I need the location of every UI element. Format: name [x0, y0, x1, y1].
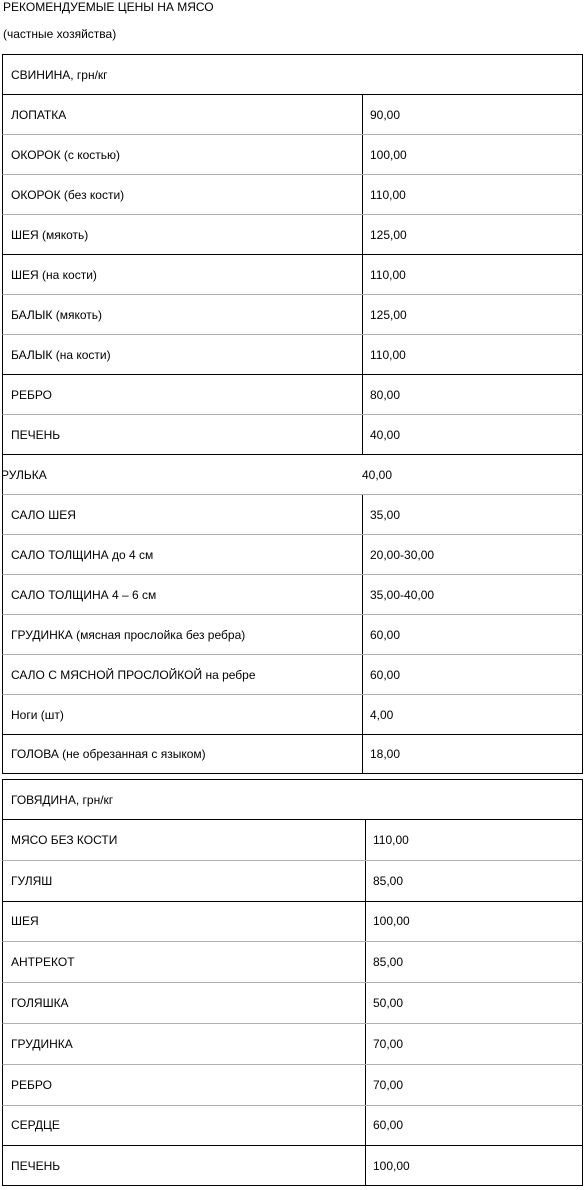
table-row: [2, 454, 583, 494]
table-row: [2, 982, 583, 1023]
item-price: 100,00: [365, 1146, 582, 1185]
item-name: РЕБРО: [11, 387, 52, 402]
item-price: 70,00: [365, 1024, 582, 1064]
item-name: БАЛЫК (на кости): [11, 347, 111, 362]
item-name: САЛО ТОЛЩИНА 4 – 6 см: [11, 587, 157, 602]
item-name: ГРУДИНКА: [11, 1036, 73, 1051]
item-price: 125,00: [362, 215, 582, 254]
item-price: 60,00: [362, 615, 582, 654]
item-price: 60,00: [365, 1106, 582, 1146]
item-price: 4,00: [362, 695, 582, 734]
table-row: [2, 534, 583, 574]
item-name: СЕРДЦЕ: [11, 1118, 60, 1133]
item-price: 110,00: [362, 175, 582, 214]
item-name: ГУЛЯШ: [11, 873, 53, 888]
item-name: ШЕЯ: [11, 914, 39, 929]
item-price: 100,00: [362, 135, 582, 174]
item-name: САЛО ТОЛЩИНА до 4 см: [11, 547, 154, 562]
table-row: [2, 614, 583, 654]
table-row: [2, 214, 583, 254]
item-name: ПЕЧЕНЬ: [11, 427, 61, 442]
pork-price-table: [2, 54, 583, 774]
table-row: [2, 941, 583, 982]
table-row: [2, 494, 583, 534]
table-row: [2, 294, 583, 334]
item-price: 125,00: [362, 295, 582, 334]
table-row: [2, 1023, 583, 1064]
table-row: [2, 254, 583, 294]
item-price: 110,00: [362, 335, 582, 374]
table-row: [2, 901, 583, 942]
item-price: 60,00: [362, 655, 582, 694]
page-subtitle: (частные хозяйства): [3, 27, 117, 41]
table-row: [2, 374, 583, 414]
item-name: ШЕЯ (на кости): [11, 267, 97, 282]
item-price: 80,00: [362, 375, 582, 414]
table-row: [2, 94, 583, 134]
item-name: ГОЛОВА (не обрезанная с языком): [11, 747, 206, 761]
item-name: Ноги (шт): [11, 707, 64, 722]
table-row: [2, 734, 583, 774]
table-row: [2, 334, 583, 374]
item-name: ОКОРОК (без кости): [11, 187, 125, 202]
item-price: 70,00: [365, 1065, 582, 1105]
pork-header-row: [2, 54, 583, 94]
item-price: 35,00: [362, 495, 582, 534]
item-price: 40,00: [362, 467, 393, 482]
table-row: [2, 1105, 583, 1146]
pork-header-label: СВИНИНА, грн/кг: [11, 67, 108, 82]
beef-header-row: [2, 779, 583, 819]
table-row: [2, 414, 583, 454]
table-row: [2, 694, 583, 734]
item-name: ГОЛЯШКА: [11, 996, 69, 1011]
item-name: РУЛЬКА: [1, 467, 47, 482]
item-name: ЛОПАТКА: [11, 107, 67, 122]
table-row: [2, 174, 583, 214]
item-name: ОКОРОК (с костью): [11, 147, 121, 162]
item-name: ПЕЧЕНЬ: [11, 1158, 61, 1173]
beef-header-label: ГОВЯДИНА, грн/кг: [11, 792, 114, 807]
item-name: АНТРЕКОТ: [11, 955, 75, 970]
item-price: 18,00: [362, 735, 582, 773]
item-price: 110,00: [365, 820, 582, 860]
item-name: БАЛЫК (мякоть): [11, 307, 102, 322]
item-name: ГРУДИНКА (мясная прослойка без ребра): [11, 627, 246, 642]
item-price: 90,00: [362, 95, 582, 134]
item-price: 100,00: [365, 902, 582, 942]
item-name: САЛО С МЯСНОЙ ПРОСЛОЙКОЙ на ребре: [11, 667, 256, 682]
item-name: МЯСО БЕЗ КОСТИ: [11, 832, 118, 847]
beef-price-table: [2, 779, 583, 1186]
table-row: [2, 819, 583, 860]
table-row: [2, 1064, 583, 1105]
item-price: 20,00-30,00: [362, 535, 582, 574]
page-title: РЕКОМЕНДУЕМЫЕ ЦЕНЫ НА МЯСО: [3, 0, 214, 14]
item-name: ШЕЯ (мякоть): [11, 227, 89, 242]
item-price: 110,00: [362, 255, 582, 294]
item-price: 35,00-40,00: [362, 575, 582, 614]
table-row: [2, 1145, 583, 1186]
item-price: 85,00: [365, 861, 582, 901]
item-price: 85,00: [365, 942, 582, 982]
item-name: РЕБРО: [11, 1077, 52, 1092]
table-row: [2, 860, 583, 901]
table-row: [2, 134, 583, 174]
item-name: САЛО ШЕЯ: [11, 507, 76, 522]
item-price: 40,00: [362, 415, 582, 454]
table-row: [2, 574, 583, 614]
item-price: 50,00: [365, 983, 582, 1023]
table-row: [2, 654, 583, 694]
